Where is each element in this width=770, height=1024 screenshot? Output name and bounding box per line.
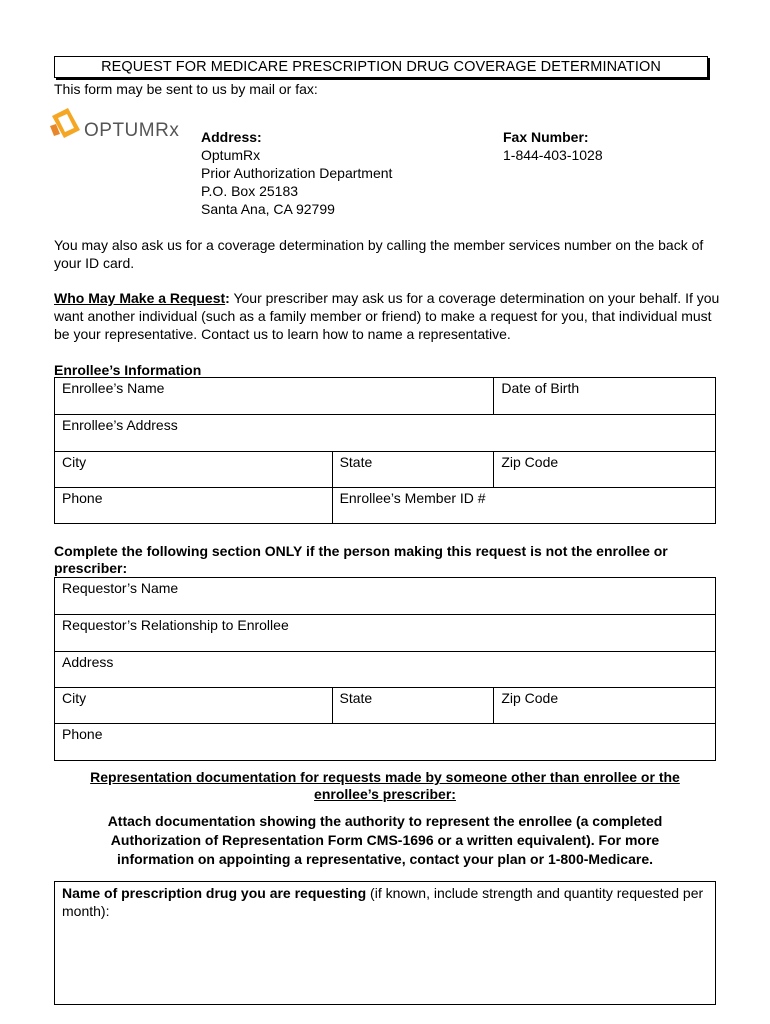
- requestor-city-label: City: [62, 690, 87, 706]
- enrollee-state-field[interactable]: [332, 452, 494, 488]
- requestor-address-label: Address: [62, 654, 114, 670]
- enrollee-name-field[interactable]: [55, 378, 494, 415]
- requestor-relationship-label: Requestor’s Relationship to Enrollee: [62, 617, 289, 633]
- enrollee-zip-label: Zip Code: [501, 454, 559, 470]
- requestor-zip-field[interactable]: [494, 688, 716, 724]
- drug-request-field[interactable]: [54, 881, 716, 1005]
- enrollee-phone-label: Phone: [62, 490, 103, 506]
- address-line: Santa Ana, CA 92799: [201, 201, 335, 217]
- requestor-phone-field[interactable]: [55, 724, 716, 761]
- logo-text: OPTUMRx: [84, 120, 180, 141]
- requestor-name-field[interactable]: [55, 578, 716, 615]
- enrollee-address-field[interactable]: [55, 415, 716, 452]
- address-line: P.O. Box 25183: [201, 183, 299, 199]
- drug-hint: (if known, include strength and quantity requested per month):: [62, 885, 704, 919]
- representation-heading: Representation documentation for requests made by someone other than enrollee or the enrollee’s prescriber:: [90, 769, 680, 802]
- drug-label: Name of prescription drug you are requesting: [62, 885, 367, 901]
- requestor-heading: Complete the following section ONLY if the person making this request is not the enrollee or prescriber:: [54, 543, 668, 576]
- enrollee-phone-field[interactable]: [55, 488, 333, 524]
- call-paragraph: You may also ask us for a coverage determination by calling the member services number on the back of your ID card.: [54, 237, 704, 271]
- who-paragraph: [54, 289, 720, 343]
- requestor-table: [54, 577, 716, 761]
- who-label: Who May Make a Request: [54, 290, 226, 306]
- optum-logo-icon: [48, 106, 82, 142]
- enrollee-heading: Enrollee’s Information: [54, 362, 202, 378]
- requestor-relationship-field[interactable]: [55, 615, 716, 652]
- requestor-state-field[interactable]: [332, 688, 494, 724]
- enrollee-address-label: Enrollee’s Address: [62, 417, 178, 433]
- requestor-state-label: State: [339, 690, 373, 706]
- optumrx-logo: [48, 106, 188, 146]
- requestor-phone-label: Phone: [62, 726, 103, 742]
- enrollee-name-label: Enrollee’s Name: [62, 380, 165, 396]
- representation-body: Attach documentation showing the authority to represent the enrollee (a completed Authorization of Representation Form CMS-1696 or a written equivalent). For more information on appointing a representative, contact your plan or 1-800-Medicare.: [107, 813, 663, 867]
- fax-number: 1-844-403-1028: [503, 147, 603, 163]
- enrollee-zip-field[interactable]: [494, 452, 716, 488]
- enrollee-table: [54, 377, 716, 524]
- enrollee-dob-field[interactable]: [494, 378, 716, 415]
- enrollee-dob-label: Date of Birth: [501, 380, 580, 396]
- enrollee-city-field[interactable]: [55, 452, 333, 488]
- address-line: OptumRx: [201, 147, 261, 163]
- intro-text: This form may be sent to us by mail or fax:: [54, 81, 318, 97]
- enrollee-member-id-label: Enrollee’s Member ID #: [339, 490, 486, 506]
- who-text: Your prescriber may ask us for a coverage determination on your behalf. If you want another individual (such as a family member or friend) to make a request for you, that individual must be your representative. Contact us to learn how to name a representative.: [54, 290, 720, 342]
- address-label: Address:: [201, 129, 262, 145]
- form-title: REQUEST FOR MEDICARE PRESCRIPTION DRUG COVERAGE DETERMINATION: [54, 56, 708, 78]
- enrollee-city-label: City: [62, 454, 87, 470]
- address-line: Prior Authorization Department: [201, 165, 393, 181]
- who-colon: :: [225, 290, 230, 306]
- requestor-zip-label: Zip Code: [501, 690, 559, 706]
- fax-label: Fax Number:: [503, 129, 589, 145]
- enrollee-state-label: State: [339, 454, 373, 470]
- requestor-name-label: Requestor’s Name: [62, 580, 179, 596]
- requestor-city-field[interactable]: [55, 688, 333, 724]
- requestor-address-field[interactable]: [55, 652, 716, 688]
- enrollee-member-id-field[interactable]: [332, 488, 715, 524]
